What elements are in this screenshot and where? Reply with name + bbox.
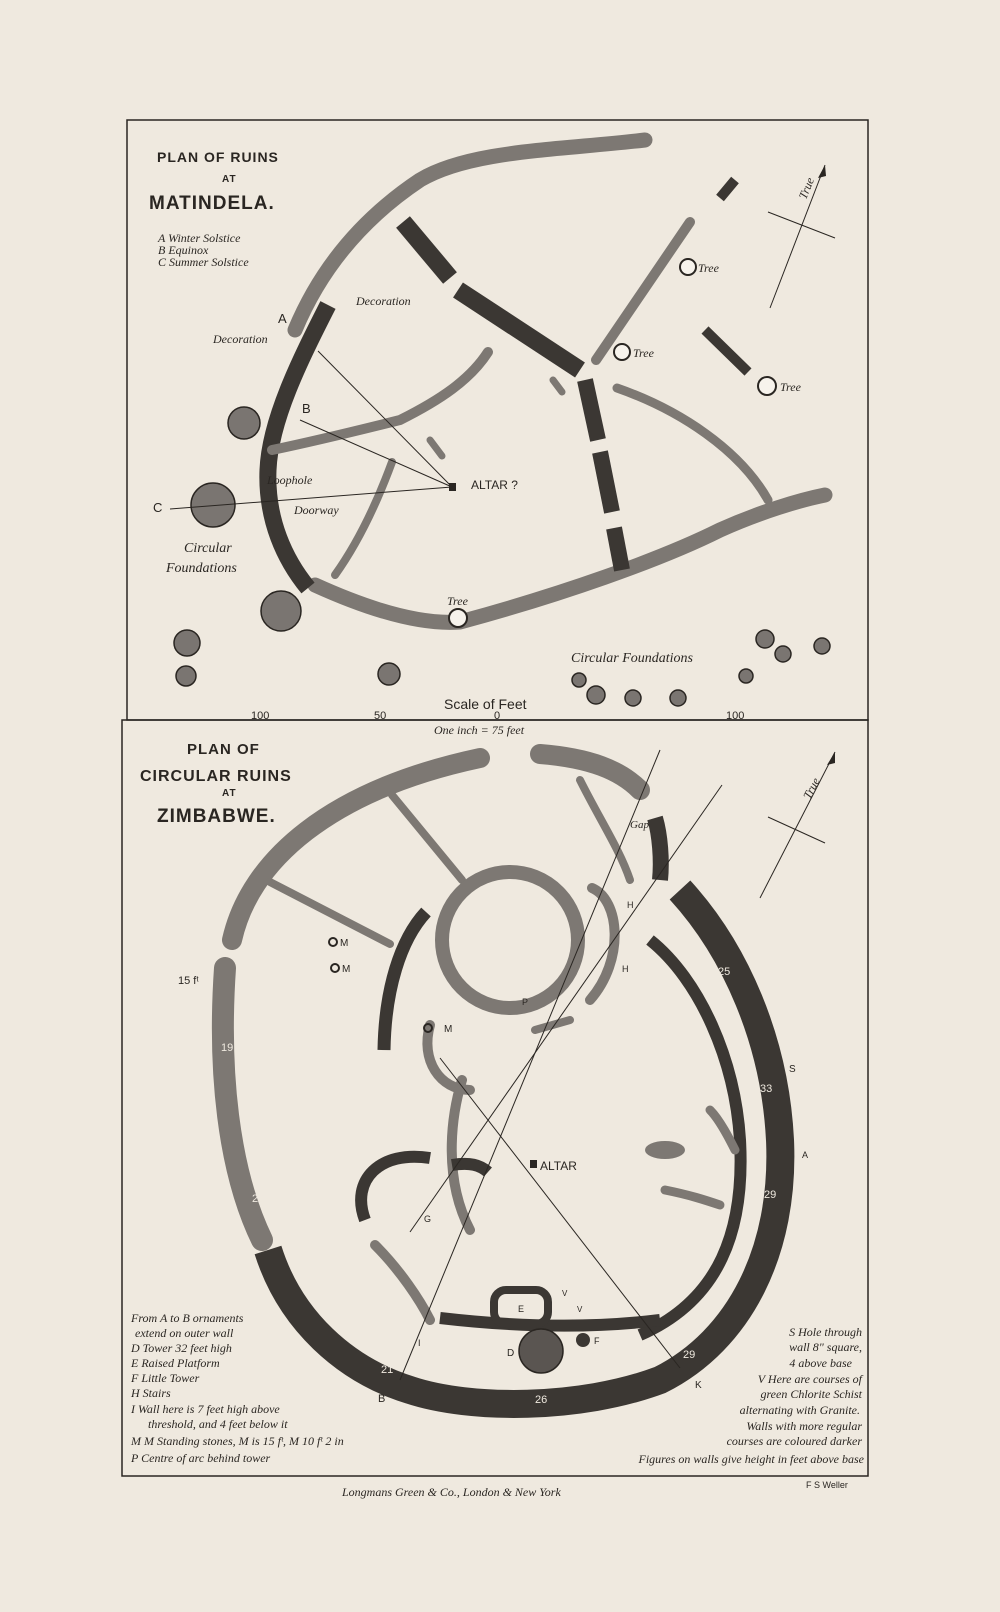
matindela-small-wall-2: [553, 380, 562, 392]
legend-line: extend on outer wall: [135, 1326, 234, 1340]
wall-height-label: 25: [718, 966, 731, 978]
matindela-legend-b: B Equinox: [158, 243, 209, 257]
legend-line: D Tower 32 feet high: [131, 1341, 232, 1355]
true-north-label-zimbabwe: True: [800, 775, 823, 802]
point-a-label: A: [278, 311, 287, 326]
zimbabwe-legend-right: [637, 1325, 864, 1466]
wall-g-label: G: [424, 1214, 432, 1224]
matindela-ne-wall: [596, 222, 690, 360]
wall-height-label: 19: [221, 1042, 234, 1054]
platform-e-label: E: [518, 1304, 525, 1314]
circular-foundation: [756, 630, 774, 648]
zimbabwe-title-line1: PLAN OF: [187, 741, 260, 758]
zimbabwe-dark-curve-wall: [384, 912, 426, 1050]
schist-v-label: V: [577, 1305, 583, 1314]
winter-solstice-line: [318, 351, 452, 487]
zimbabwe-altar-label: ALTAR: [540, 1159, 577, 1173]
decoration-label-top: Decoration: [356, 294, 411, 308]
tower-d-label: D: [507, 1348, 515, 1359]
stairs-h-label: H: [627, 900, 634, 910]
wall-height-label: 26: [535, 1394, 548, 1406]
matindela-dark-wall-3: [585, 380, 598, 440]
matindela-east-inner-wall: [617, 388, 768, 500]
circular-foundation: [378, 663, 400, 685]
gap-label: Gap: [630, 819, 649, 831]
matindela-dark-wall-5: [614, 528, 622, 570]
zimbabwe-title-line3: AT: [222, 788, 237, 799]
legend-line: green Chlorite Schist: [760, 1387, 862, 1401]
wall-height-label: 20: [252, 1193, 265, 1205]
tree-label: Tree: [780, 380, 801, 394]
zimbabwe-east-stub-2: [710, 1110, 735, 1150]
scale-tick: 100: [726, 710, 745, 722]
matindela-title-line3: MATINDELA.: [149, 193, 275, 214]
scale-subtitle: One inch = 75 feet: [434, 723, 525, 737]
matindela-legend-a: A Winter Solstice: [158, 231, 241, 245]
scale-tick: 50: [374, 710, 387, 722]
circular-foundation: [572, 673, 586, 687]
circular-foundation: [739, 669, 753, 683]
legend-line: alternating with Granite.: [739, 1403, 860, 1417]
circular-foundation: [775, 646, 791, 662]
legend-line: Figures on walls give height in feet above base: [638, 1452, 864, 1466]
wall-height-label: 33: [760, 1083, 773, 1095]
matindela-altar-label: ALTAR ?: [471, 478, 518, 492]
zimbabwe-dark-hook-wall: [361, 1157, 430, 1220]
circular-foundations-left-line1: Circular: [184, 541, 232, 556]
matindela-title-line1: PLAN OF RUINS: [157, 149, 279, 165]
schist-v-label: V: [562, 1289, 568, 1298]
scale-title: Scale of Feet: [444, 696, 527, 712]
legend-line: wall 8" square,: [789, 1340, 862, 1354]
legend-line: threshold, and 4 feet below it: [148, 1417, 288, 1431]
circular-foundation: [587, 686, 605, 704]
tree-icon: [680, 259, 696, 275]
engraver-credit: F S Weller: [806, 1480, 848, 1490]
legend-line: P Centre of arc behind tower: [131, 1451, 271, 1465]
matindela-outer-wall-bottom: [315, 495, 825, 622]
zimbabwe-spoke-wall: [392, 795, 462, 880]
legend-line: H Stairs: [131, 1386, 171, 1400]
tree-label: Tree: [698, 261, 719, 275]
tree-icon: [614, 344, 630, 360]
circular-foundation: [174, 630, 200, 656]
standing-stone-label: M: [342, 964, 351, 975]
little-tower-f: [576, 1333, 590, 1347]
zimbabwe-gap-wall: [655, 818, 661, 880]
scale-tick: 0: [494, 710, 501, 722]
centre-p-label: P: [522, 997, 529, 1007]
circular-foundation: [176, 666, 196, 686]
true-north-label: True: [795, 175, 818, 202]
matindela-north-arrow: [768, 165, 835, 308]
point-b-label-zimbabwe: B: [378, 1393, 386, 1405]
point-a-label-zimbabwe: A: [802, 1150, 809, 1160]
legend-line: V Here are courses of: [757, 1372, 862, 1386]
hole-s-label: S: [789, 1064, 796, 1075]
legend-line: courses are coloured darker: [726, 1434, 862, 1448]
legend-line: F Little Tower: [131, 1371, 200, 1385]
zimbabwe-alignment-line-1: [400, 750, 660, 1380]
legend-line: E Raised Platform: [131, 1356, 220, 1370]
wall-height-label: 29: [764, 1189, 777, 1201]
standing-stone-label: M: [340, 938, 349, 949]
tree-label: Tree: [447, 594, 468, 608]
circular-foundation: [625, 690, 641, 706]
doorway-label: Doorway: [294, 503, 339, 517]
circular-foundation: [191, 483, 235, 527]
legend-line: From A to B ornaments: [131, 1311, 244, 1325]
loophole-label: Loophole: [267, 473, 313, 487]
wall-i-label: I: [418, 1338, 421, 1348]
matindela-ne-wall-stub: [720, 180, 735, 198]
zimbabwe-east-spoke: [580, 780, 630, 880]
circular-foundation: [814, 638, 830, 654]
zimbabwe-altar-marker: [530, 1160, 537, 1168]
zimbabwe-west-inner-wall-2: [452, 1080, 470, 1230]
tree-icon: [449, 609, 467, 627]
zimbabwe-plan: [130, 741, 865, 1466]
zimbabwe-east-stub: [665, 1190, 720, 1205]
circular-foundation: [670, 690, 686, 706]
matindela-dark-wall-4: [600, 452, 612, 512]
fifteen-feet-label: 15 fᵗ: [178, 975, 199, 987]
point-c-label: C: [153, 500, 163, 515]
legend-line: I Wall here is 7 feet high above: [131, 1402, 280, 1416]
publisher-credit: Longmans Green & Co., London & New York: [342, 1485, 561, 1499]
standing-stone: [329, 938, 337, 946]
wall-height-label: 21: [381, 1364, 394, 1376]
matindela-small-wall: [430, 440, 442, 456]
wall-height-badges: [221, 966, 776, 1406]
zimbabwe-title-line2: CIRCULAR RUINS: [140, 768, 292, 785]
altar-marker: [449, 483, 456, 491]
zimbabwe-small-stone: [645, 1141, 685, 1159]
circular-foundation: [228, 407, 260, 439]
tower-d: [519, 1329, 563, 1373]
decoration-label-left: Decoration: [213, 332, 268, 346]
legend-line: Walls with more regular: [746, 1419, 862, 1433]
matindela-dark-wall-1: [403, 222, 450, 278]
circular-foundations-right: Circular Foundations: [571, 651, 693, 666]
zimbabwe-title-line4: ZIMBABWE.: [157, 806, 276, 827]
matindela-inner-wall-2: [335, 462, 392, 575]
point-b-label: B: [302, 401, 311, 416]
zimbabwe-north-arrow: [760, 752, 835, 898]
zimbabwe-inner-enclosure: [442, 872, 578, 1008]
zimbabwe-outer-wall-n: [540, 754, 640, 790]
standing-stone: [331, 964, 339, 972]
matindela-plan: [149, 140, 835, 706]
wall-height-label: 29: [683, 1349, 696, 1361]
zimbabwe-spoke-wall: [270, 882, 390, 944]
legend-line: S Hole through: [789, 1325, 862, 1339]
tree-icon: [758, 377, 776, 395]
point-k-label: K: [695, 1380, 702, 1391]
zimbabwe-sw-wall: [375, 1245, 430, 1320]
legend-line: 4 above base: [789, 1356, 852, 1370]
tree-label: Tree: [633, 346, 654, 360]
little-tower-f-label: F: [594, 1336, 600, 1346]
legend-line: M M Standing stones, M is 15 fᵗ, M 10 fᵗ 2 in: [131, 1434, 344, 1448]
matindela-dark-wall-2: [458, 290, 580, 370]
matindela-tree-wall: [705, 330, 748, 372]
standing-stone-label: M: [444, 1024, 453, 1035]
circular-foundation: [261, 591, 301, 631]
scale-tick: 100: [251, 710, 270, 722]
stairs-h-label: H: [622, 964, 629, 974]
matindela-title-line2: AT: [222, 174, 237, 185]
matindela-legend-c: C Summer Solstice: [158, 255, 249, 269]
circular-foundations-left-line2: Foundations: [166, 561, 237, 576]
